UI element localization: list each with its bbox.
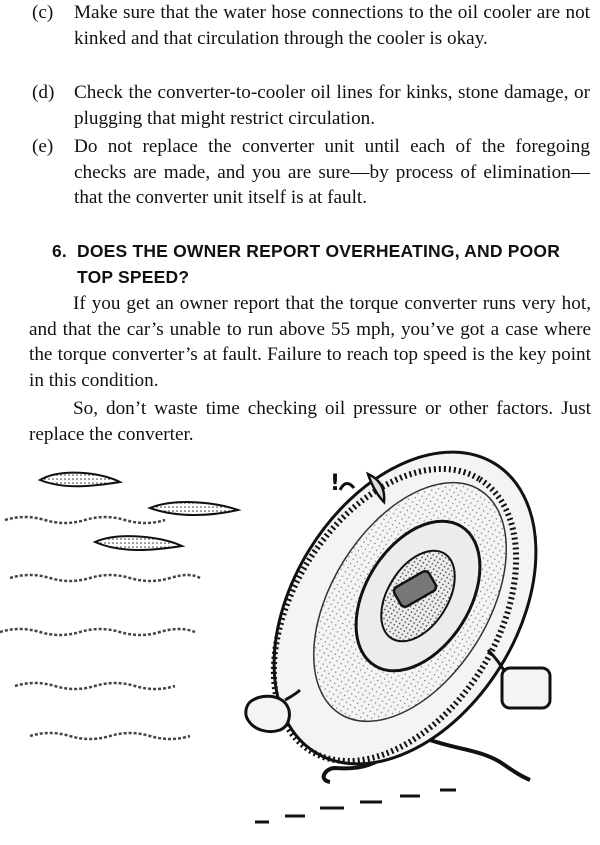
body-paragraph: So, don’t waste time checking oil pressure or other factors. Just replace the converter.: [29, 398, 591, 445]
check-marker: (e): [32, 136, 54, 157]
check-item-c: [32, 0, 590, 51]
motion-lines: [0, 517, 200, 739]
section-heading: [52, 238, 592, 290]
section-title: DOES THE OWNER REPORT OVERHEATING, AND POOR TOP SPEED?: [77, 241, 561, 287]
svg-text:!: !: [330, 471, 341, 496]
section-number: 6.: [52, 241, 67, 261]
check-text: Do not replace the converter unit until each of the foregoing checks are made, and you are sure—by process of elimination—that the converter unit itself is at fault.: [74, 136, 590, 208]
speed-streaks: [40, 473, 238, 550]
body-paragraph: If you get an owner report that the torque converter runs very hot, and that the car’s unable to run above 55 mph, you’ve got a case where the torque converter’s at fault. Failure to reach top speed is the key point in this condition.: [29, 293, 591, 391]
check-marker: (c): [32, 2, 54, 23]
check-item-d: [32, 80, 590, 131]
ground-dashes: [255, 790, 456, 822]
check-item-e: [32, 134, 590, 211]
running-converter-illustration: [0, 450, 600, 845]
check-text: Check the converter-to-cooler oil lines for kinks, stone damage, or plugging that might restrict circulation.: [74, 82, 590, 129]
check-marker: (d): [32, 82, 55, 103]
torque-converter: [220, 450, 590, 812]
check-text: Make sure that the water hose connections to the oil cooler are not kinked and that circulation through the cooler is okay.: [74, 2, 590, 49]
